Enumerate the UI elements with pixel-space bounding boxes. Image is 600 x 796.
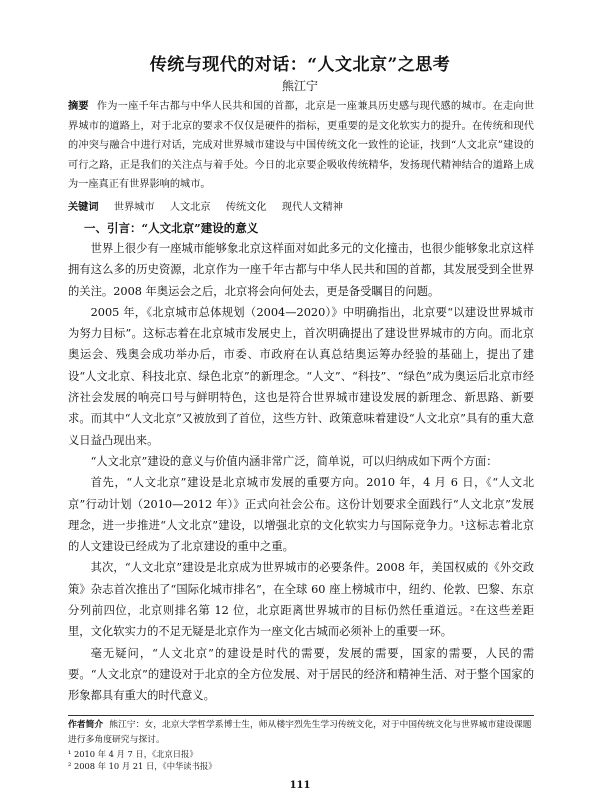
paragraph: “人文北京”建设的意义与价值内涵非常广泛，简单说，可以归纳成如下两个方面： — [90, 454, 498, 468]
paragraph: 首先，“人文北京”建设是北京城市发展的重要方向。2010 年，4 月 6 日，《“人文北京”行动计划（2010—2012 年）》正式向社会公布。这份计划要求全面践行“人文北京”发展理念，进一步推进“人文北京”建设，以增强北京的文化软实力与国际竞争力。¹这标志着北京的人文建设已经成为了北京建设的重中之重。 — [68, 476, 534, 554]
paragraph: 2005 年，《北京城市总体规划（2004—2020）》中明确指出，北京要“以建设世界城市为努力目标”。这标志着在北京城市发展史上，首次明确提出了建设世界城市的方向。而北京奥运会、残奥会成功举办后，市委、市政府在认真总结奥运筹办经验的基础上，提出了建设“人文北京、科技北京、绿色北京”的新理念。“人文”、“科技”、“绿色”成为奥运后北京市经济社会发展的响亮口号与鲜明特色，这也是符合世界城市建设发展的新理念、新思路、新要求。而其中“人文北京”又被放到了首位，这些方针、政策意味着建设“人文北京”具有的重大意义日益凸现出来。 — [68, 305, 534, 447]
author-bio-text: 熊江宁：女，北京大学哲学系博士生，师从楼宇烈先生学习传统文化，对于中国传统文化与世界城市建设课题进行多角度研究与探讨。 — [68, 720, 532, 745]
keywords — [68, 198, 534, 213]
paragraph: 其次，“人文北京”建设是北京成为世界城市的必要条件。2008 年，美国权威的《外交政策》杂志首次推出了“国际化城市排名”，在全球 60 座上榜城市中，纽约、伦敦、巴黎、东京分列前四位，北京则排名第 12 位，北京距离世界城市的目标仍然任重道远。²在这些差距里，文化软实力的不足无疑是北京作为一座文化古城而必须补上的重要一环。 — [68, 561, 534, 639]
keyword-item: 世界城市 — [113, 202, 155, 213]
page-number: 111 — [289, 780, 311, 791]
paragraph: 世界上很少有一座城市能够象北京这样面对如此多元的文化撞击，也很少能够象北京这样拥有这么多的历史资源，北京作为一座千年古都与中华人民共和国的首都，其发展受到全世界的关注。2008 年奥运会之后，北京将会向何处去，更是备受瞩目的问题。 — [68, 242, 534, 298]
keyword-item: 现代人文精神 — [281, 202, 343, 213]
abstract-text: 作为一座千年古都与中华人民共和国的首都，北京是一座兼具历史感与现代感的城市。在走向世界城市的道路上，对于北京的要求不仅仅是硬件的指标，更重要的是文化软实力的提升。在传统和现代的冲突与融合中进行对话，完成对世界城市建设与中国传统文化一致性的论证，找到“人文北京”建设的可行之路，正是我们的关注点与着手处。今日的北京要企吸收传统精华，发扬现代精神结合的道路上成为一座真正有世界影响的城市。 — [68, 101, 535, 190]
paragraph: 毫无疑问，“人文北京”的建设是时代的需要，发展的需要，国家的需要，人民的需要。“人文北京”的建设对于北京的全方位发展、对于居民的经济和精神生活、对于整个国家的形象都具有重大的时代意义。 — [68, 646, 534, 703]
abstract — [68, 97, 534, 195]
section-heading: 一、引言：“人文北京”建设的意义 — [84, 221, 259, 235]
article-title: 传统与现代的对话：“人文北京”之思考 — [149, 55, 451, 75]
author-bio-label: 作者简介 — [68, 720, 104, 730]
keyword-item: 传统文化 — [225, 202, 267, 213]
footnotes — [68, 718, 534, 772]
footnote: ¹ 2010 年 4 月 7 日，《北京日报》 — [68, 749, 198, 759]
keyword-item: 人文北京 — [169, 202, 211, 213]
footnote: ² 2008 年 10 月 21 日，《中华读书报》 — [68, 761, 217, 771]
abstract-label: 摘要 — [68, 100, 89, 112]
footnote-divider — [68, 715, 534, 716]
article-body — [68, 238, 534, 707]
author-bio — [68, 718, 534, 748]
author-name: 熊江宁 — [281, 79, 318, 93]
keywords-label: 关键词 — [68, 201, 99, 213]
